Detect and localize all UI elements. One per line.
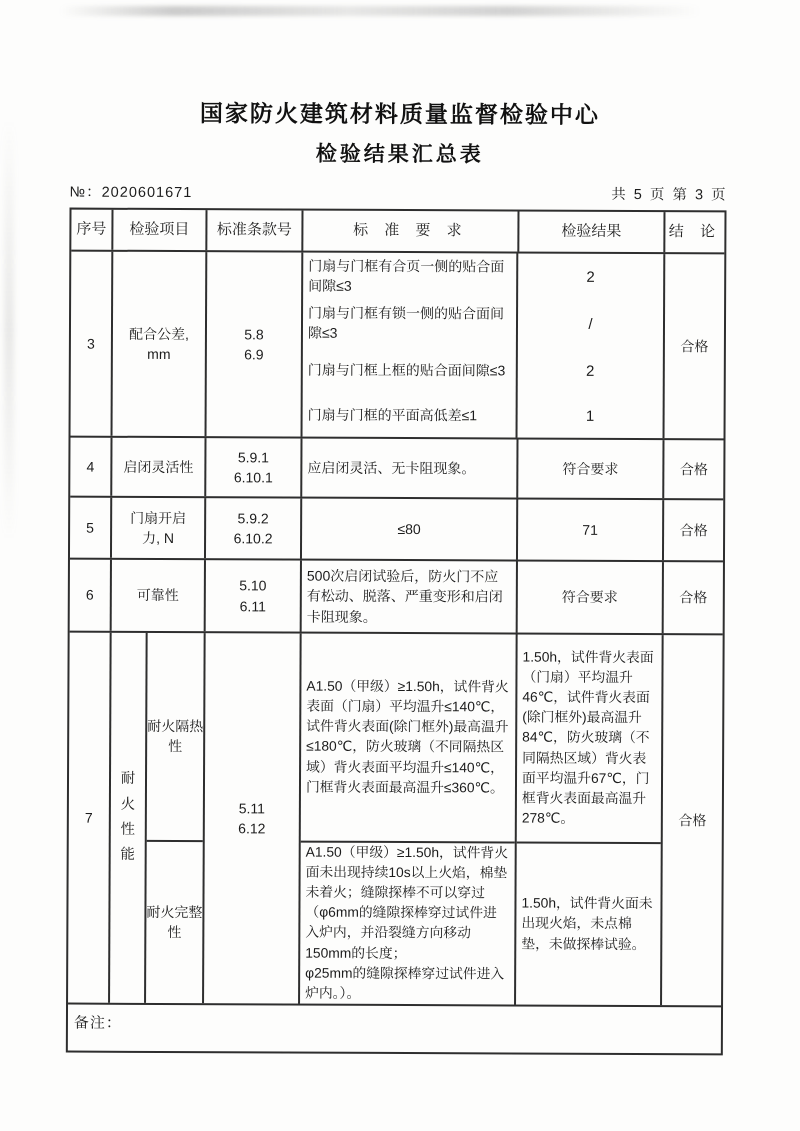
col-header-item: 检验项目 (113, 210, 207, 250)
meta-row (70, 181, 730, 205)
row3-pair-2 (303, 300, 663, 348)
result-value: 71 (518, 500, 664, 561)
document-body (66, 95, 730, 1056)
requirement-text: A1.50（甲级）≥1.50h，试件背火面未出现持续10s以上火焰，棉垫未着火；缝隙探棒不可以穿过（φ6mm的缝隙探棒穿过试件进入炉内，并沿裂缝方向移动150mm的长度； φ25mm的缝隙探棒穿过试件进入炉内。）。 (305, 844, 509, 1001)
subitem-name: 耐火完整性 (146, 904, 203, 941)
group-vertical-text: 耐火性能 (120, 771, 136, 864)
requirement-text: 门扇与门框有合页一侧的贴合面间隙≤3 (303, 253, 518, 301)
row6-conclusion: 合格 (679, 589, 708, 606)
row5-item: 门扇开启 力, N (112, 498, 206, 558)
row4-clause: 5.9.1 6.10.1 (206, 438, 302, 496)
table-row-4 (70, 438, 723, 501)
row6-item: 可靠性 (112, 560, 206, 631)
remark-row (68, 1005, 721, 1054)
col-header-clause: 标准条款号 (207, 210, 303, 250)
requirement-text: 门扇与门框的平面高低差≤1 (303, 394, 518, 437)
subitem-name: 耐火隔热性 (147, 633, 204, 842)
row3-item: 配合公差, mm (113, 252, 208, 436)
row5-clause: 5.9.2 6.10.2 (206, 498, 302, 558)
row3-pair-1 (303, 253, 663, 302)
row5-conclusion: 合格 (679, 522, 708, 539)
table-row-7 (68, 633, 723, 1008)
result-value: 1 (585, 408, 595, 426)
row3-pair-3 (303, 347, 663, 396)
row4-item: 启闭灵活性 (112, 438, 206, 496)
requirement-text: 应启闭灵活、无卡阻现象。 (302, 439, 518, 498)
table-row-3 (71, 252, 725, 441)
requirement-text: A1.50（甲级）≥1.50h，试件背火表面（门扇）平均温升≤140℃，试件背火表面(除门框外)最高温升≤180℃，防火玻璃（不同隔热区域）背火表面平均温升≤140℃，门框背火表面最高温升≤360℃。 (301, 634, 516, 844)
results-table (66, 208, 727, 1056)
result-value: 符合要求 (518, 440, 664, 499)
row3-clause: 5.8 6.9 (207, 252, 304, 436)
page-indicator: 共 5 页 第 3 页 (611, 186, 728, 204)
row7-requirement-column (300, 634, 518, 1005)
result-value: 1.50h，试件背火面未出现火焰，未点棉垫，未做探棒试验。 (521, 895, 653, 952)
row7-no: 7 (68, 633, 112, 1003)
report-number-label: №： (69, 184, 102, 201)
row7-result-column (516, 635, 664, 1006)
row7-group-label (110, 633, 148, 1003)
row5-no: 5 (70, 498, 112, 558)
table-header-row (71, 210, 724, 255)
remark-label: 备注： (73, 1014, 123, 1032)
row4-no: 4 (70, 438, 112, 496)
doc-title: 检验结果汇总表 (315, 142, 484, 167)
requirement-text: ≤80 (302, 499, 518, 560)
table-row-6 (70, 560, 723, 636)
requirement-text: 500次启闭试验后，防火门不应有松动、脱落、严重变形和启闭卡阻现象。 (302, 561, 518, 633)
col-header-result: 检验结果 (519, 212, 665, 253)
row3-conclusion: 合格 (680, 338, 709, 355)
row3-no: 3 (71, 252, 114, 436)
result-value: 1.50h，试件背火表面（门扇）平均温升46℃，试件背火表面(除门框外)最高温升84℃，防火玻璃（不同隔热区域）背火表面平均温升67℃，门框背火表面最高温升278℃。 (517, 635, 662, 845)
row6-no: 6 (70, 560, 112, 631)
result-value: 符合要求 (518, 562, 664, 634)
org-title: 国家防火建筑材料质量监督检验中心 (199, 100, 600, 128)
col-header-requirement: 标 准 要 求 (303, 211, 519, 252)
report-number-value: 2020601671 (101, 184, 193, 202)
scan-artifact (60, 6, 700, 16)
row7-conclusion: 合格 (678, 812, 707, 829)
col-header-conclusion: 结 论 (668, 223, 722, 241)
row6-clause: 5.10 6.11 (206, 560, 302, 631)
result-value: / (588, 316, 593, 334)
row3-pair-4 (303, 394, 663, 438)
requirement-text: 门扇与门框上框的贴合面间隙≤3 (303, 347, 518, 395)
table-row-5 (70, 498, 723, 563)
col-header-no: 序号 (71, 210, 113, 250)
row7-subitem-column (146, 633, 206, 1003)
result-value: 2 (586, 269, 595, 287)
report-number (70, 181, 193, 203)
requirement-text: 门扇与门框有锁一侧的贴合面间隙≤3 (303, 300, 518, 347)
result-value: 2 (585, 363, 595, 381)
row7-clause: 5.11 6.12 (204, 633, 302, 1003)
row3-req-result-group (303, 253, 666, 439)
scan-artifact (4, 120, 14, 540)
row4-conclusion: 合格 (679, 461, 708, 478)
